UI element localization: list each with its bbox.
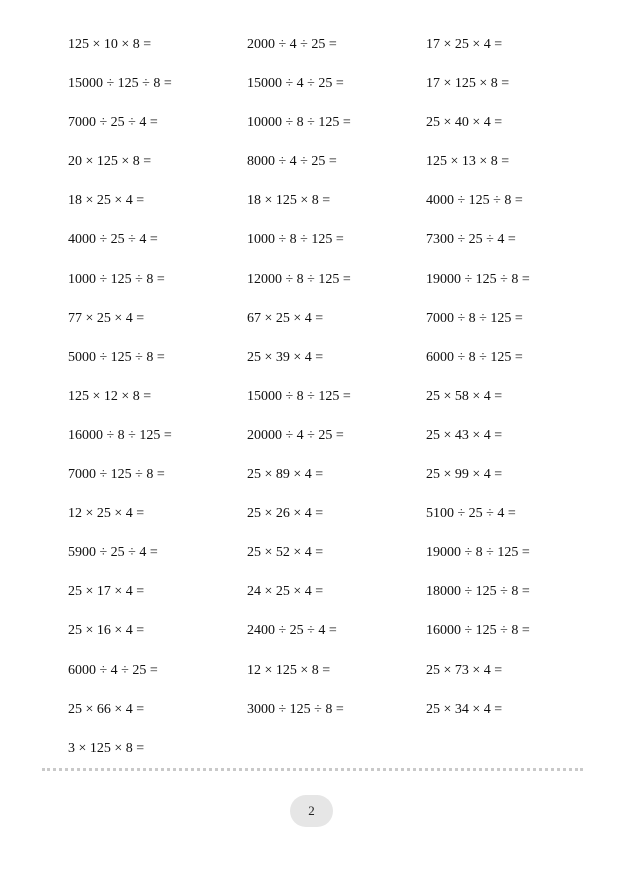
math-problem: 7300 ÷ 25 ÷ 4 = [426, 232, 516, 248]
math-problem: 25 × 16 × 4 = [68, 623, 145, 639]
math-problem: 25 × 58 × 4 = [426, 388, 503, 404]
math-problem: 6000 ÷ 8 ÷ 125 = [426, 349, 523, 365]
math-problem: 16000 ÷ 125 ÷ 8 = [426, 623, 530, 639]
math-problem: 1000 ÷ 8 ÷ 125 = [247, 232, 344, 248]
page-number: 2 [290, 795, 333, 827]
math-problem: 25 × 17 × 4 = [68, 584, 145, 600]
math-problem: 19000 ÷ 125 ÷ 8 = [426, 271, 530, 287]
math-problem: 25 × 34 × 4 = [426, 701, 503, 717]
math-problem: 3000 ÷ 125 ÷ 8 = [247, 701, 344, 717]
math-problem: 125 × 12 × 8 = [68, 388, 152, 404]
math-problem: 12 × 125 × 8 = [247, 662, 331, 678]
math-problem: 24 × 25 × 4 = [247, 584, 324, 600]
math-problem: 4000 ÷ 25 ÷ 4 = [68, 232, 158, 248]
math-problem: 4000 ÷ 125 ÷ 8 = [426, 193, 523, 209]
math-problem: 15000 ÷ 125 ÷ 8 = [68, 76, 172, 92]
math-problem: 15000 ÷ 8 ÷ 125 = [247, 388, 351, 404]
math-problem: 16000 ÷ 8 ÷ 125 = [68, 427, 172, 443]
math-problem: 7000 ÷ 125 ÷ 8 = [68, 467, 165, 483]
math-problem: 19000 ÷ 8 ÷ 125 = [426, 545, 530, 561]
math-problem: 125 × 10 × 8 = [68, 37, 152, 52]
math-problem: 18000 ÷ 125 ÷ 8 = [426, 584, 530, 600]
math-problem: 20 × 125 × 8 = [68, 154, 152, 170]
math-problem: 17 × 25 × 4 = [426, 37, 503, 52]
math-problem: 3 × 125 × 8 = [68, 740, 145, 756]
math-problem: 25 × 52 × 4 = [247, 545, 324, 561]
math-problem: 7000 ÷ 25 ÷ 4 = [68, 115, 158, 131]
math-problem: 25 × 40 × 4 = [426, 115, 503, 131]
math-problem: 15000 ÷ 4 ÷ 25 = [247, 76, 344, 92]
problem-grid [68, 29, 605, 772]
math-problem: 12000 ÷ 8 ÷ 125 = [247, 271, 351, 287]
math-problem: 12 × 25 × 4 = [68, 506, 145, 522]
math-problem: 10000 ÷ 8 ÷ 125 = [247, 115, 351, 131]
math-problem: 7000 ÷ 8 ÷ 125 = [426, 310, 523, 326]
math-problem: 25 × 73 × 4 = [426, 662, 503, 678]
math-problem: 25 × 39 × 4 = [247, 349, 324, 365]
math-problem: 2000 ÷ 4 ÷ 25 = [247, 37, 337, 52]
math-problem: 5000 ÷ 125 ÷ 8 = [68, 349, 165, 365]
math-problem: 6000 ÷ 4 ÷ 25 = [68, 662, 158, 678]
math-problem: 20000 ÷ 4 ÷ 25 = [247, 427, 344, 443]
math-problem: 67 × 25 × 4 = [247, 310, 324, 326]
math-problem: 2400 ÷ 25 ÷ 4 = [247, 623, 337, 639]
math-problem: 8000 ÷ 4 ÷ 25 = [247, 154, 337, 170]
math-problem: 25 × 26 × 4 = [247, 506, 324, 522]
math-problem: 125 × 13 × 8 = [426, 154, 510, 170]
math-problem: 25 × 66 × 4 = [68, 701, 145, 717]
math-problem: 25 × 99 × 4 = [426, 467, 503, 483]
math-problem: 1000 ÷ 125 ÷ 8 = [68, 271, 165, 287]
math-problem: 17 × 125 × 8 = [426, 76, 510, 92]
math-problem: 25 × 89 × 4 = [247, 467, 324, 483]
math-problem: 5900 ÷ 25 ÷ 4 = [68, 545, 158, 561]
math-problem: 18 × 125 × 8 = [247, 193, 331, 209]
math-problem: 25 × 43 × 4 = [426, 427, 503, 443]
math-problem: 18 × 25 × 4 = [68, 193, 145, 209]
math-problem: 5100 ÷ 25 ÷ 4 = [426, 506, 516, 522]
math-problem: 77 × 25 × 4 = [68, 310, 145, 326]
dotted-divider [42, 768, 583, 771]
